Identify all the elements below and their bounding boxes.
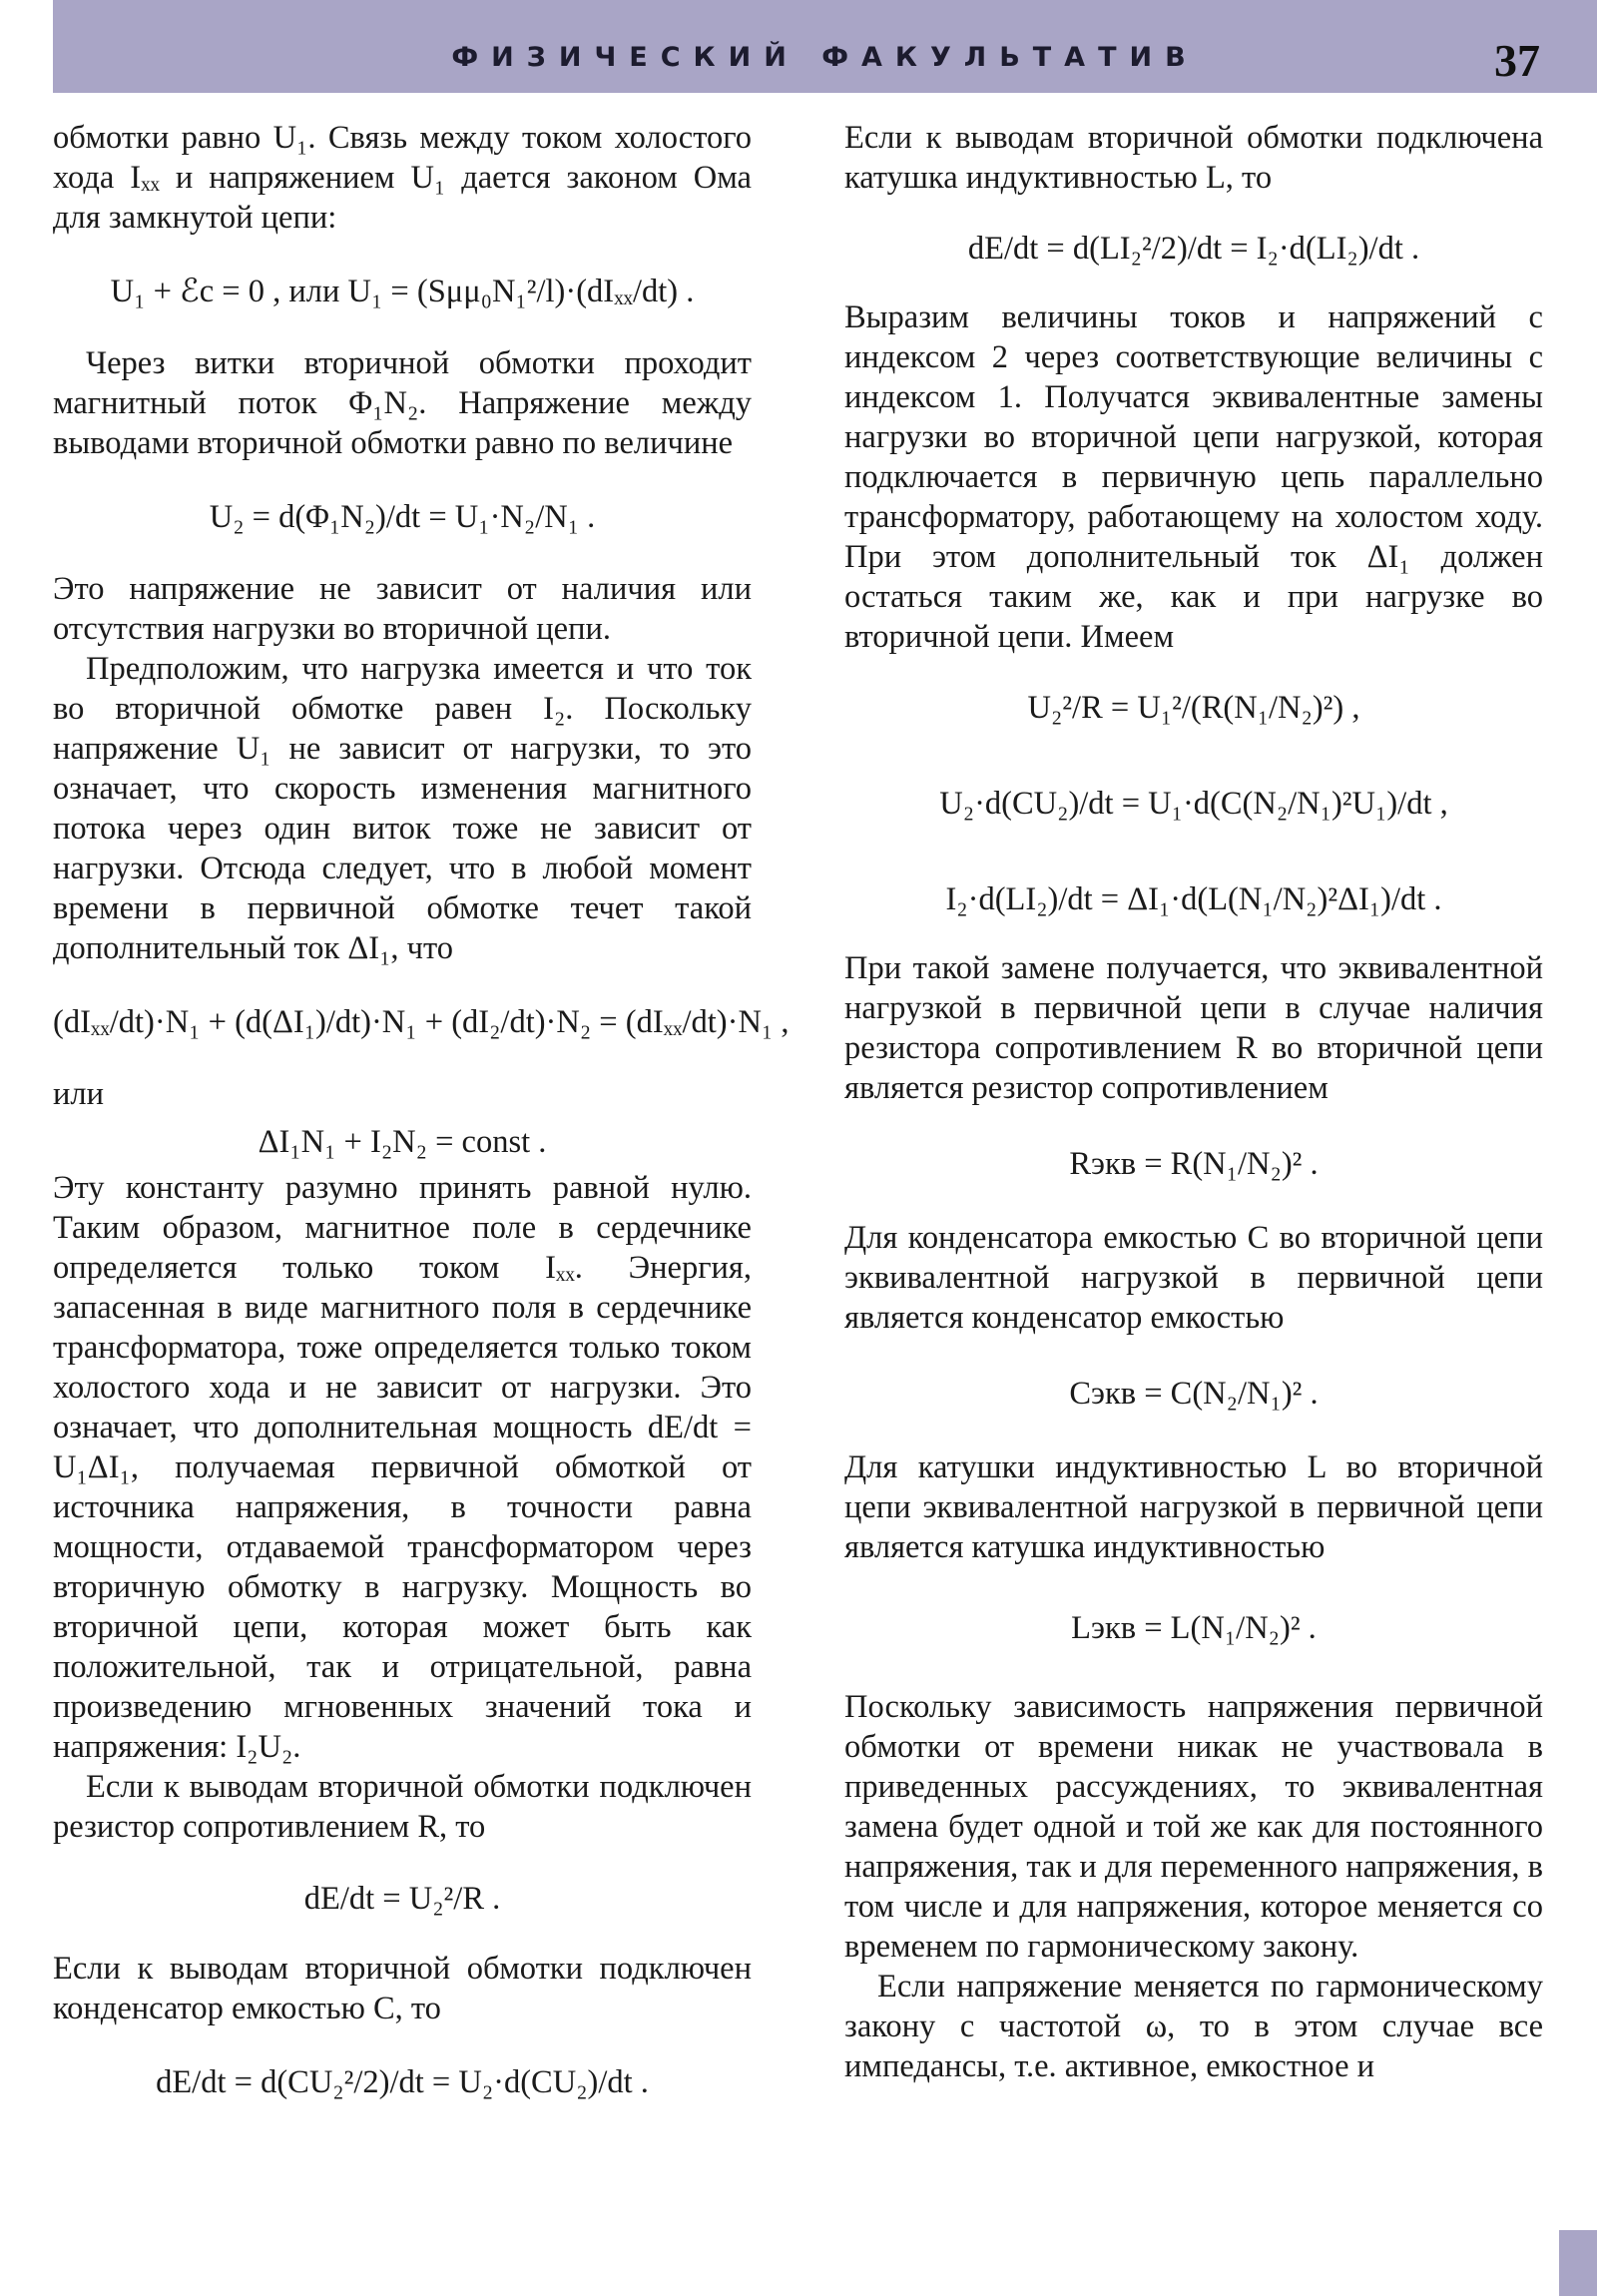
paragraph: Через витки вторичной обмотки проходит магнитный поток Φ₁N₂. Напряжение между выводами вторичной обмотки равно по величине [53,345,752,461]
paragraph: При такой замене получается, что эквивалентной нагрузкой в первичной цепи в случае наличия резистора сопротивлением R во вторичной цепи является резистор сопротивлением [844,950,1543,1106]
paragraph: или [53,1076,105,1112]
paragraph: Выразим величины токов и напряжений с индексом 2 через соответствующие величины с индексом 1. Получатся эквивалентные замены нагрузки во вторичной цепи нагрузкой, которая подключается в первичную цепь параллельно трансформатору, работающему на холостом ходу. При этом дополнительный ток ΔI₁ должен остаться таким же, как и при нагрузке во вторичной цепи. Имеем [844,299,1543,655]
paragraph: Если к выводам вторичной обмотки подключена катушка индуктивностью L, то [844,120,1543,196]
paragraph: Это напряжение не зависит от наличия или отсутствия нагрузки во вторичной цепи. [53,571,752,647]
equation: I₂·d(LI₂)/dt = ΔI₁·d(L(N₁/N₂)²ΔI₁)/dt . [945,881,1442,917]
equation: (dIₓₓ/dt)·N₁ + (d(ΔI₁)/dt)·N₁ + (dI₂/dt)·N₂ = (dIₓₓ/dt)·N₁ , [53,1004,790,1040]
equation: Lэкв = L(N₁/N₂)² . [1071,1610,1317,1646]
paragraph: Для катушки индуктивностью L во вторичной цепи эквивалентной нагрузкой в первичной цепи является катушка индуктивностью [844,1449,1543,1565]
paragraph: Для конденсатора емкостью C во вторичной цепи эквивалентной нагрузкой в первичной цепи является конденсатор емкостью [844,1220,1543,1336]
edge-tab [1559,2230,1597,2296]
equation: ΔI₁N₁ + I₂N₂ = const . [258,1124,547,1160]
paragraph: Если напряжение меняется по гармоническому закону с частотой ω, то в этом случае все импедансы, т.е. активное, емкостное и [844,1969,1543,2084]
left-column [53,118,790,2134]
page-number: 37 [1494,35,1540,86]
paragraph: обмотки равно U₁. Связь между током холостого хода Iₓₓ и напряжением U₁ дается законом Ома для замкнутой цепи: [53,120,752,236]
equation: Cэкв = C(N₂/N₁)² . [1069,1376,1319,1412]
equation: dE/dt = d(LI₂²/2)/dt = I₂·d(LI₂)/dt . [967,231,1420,267]
equation: U₁ + ℰc = 0 , или U₁ = (Sμμ₀N₁²/l)·(dIₓₓ/dt) . [110,274,695,309]
page-header [53,0,1597,93]
equation: U₂·d(CU₂)/dt = U₁·d(C(N₂/N₁)²U₁)/dt , [939,786,1448,822]
paragraph: Если к выводам вторичной обмотки подключен конденсатор емкостью C, то [53,1951,752,2026]
equation: dE/dt = U₂²/R . [303,1881,501,1917]
equation: Rэкв = R(N₁/N₂)² . [1069,1146,1319,1182]
equation: dE/dt = d(CU₂²/2)/dt = U₂·d(CU₂)/dt . [156,2064,649,2100]
paragraph: Предположим, что нагрузка имеется и что ток во вторичной обмотке равен I₂. Поскольку напряжение U₁ не зависит от нагрузки, то это означает, что скорость изменения магнитного потока через один виток тоже не зависит от нагрузки. Отсюда следует, что в любой момент времени в первичной обмотке течет такой дополнительный ток ΔI₁, что [53,651,752,966]
equation: U₂²/R = U₁²/(R(N₁/N₂)²) , [1027,690,1360,726]
paragraph: Эту константу разумно принять равной нулю. Таким образом, магнитное поле в сердечнике определяется только током Iₓₓ. Энергия, запасенная в виде магнитного поля в сердечнике трансформатора, тоже определяется только током холостого хода и не зависит от нагрузки. Это означает, что дополнительная мощность dE/dt = U₁ΔI₁, получаемая первичной обмоткой от источника напряжения, в точности равна мощности, отдаваемой трансформатором через вторичную обмотку в нагрузку. Мощность во вторичной цепи, которая может быть как положительной, так и отрицательной, равна произведению мгновенных значений тока и напряжения: I₂U₂. [53,1170,752,1765]
paragraph: Если к выводам вторичной обмотки подключен резистор сопротивлением R, то [53,1769,752,1845]
paragraph: Поскольку зависимость напряжения первичной обмотки от времени никак не участвовала в приведенных рассуждениях, то эквивалентная замена будет одной и той же как для постоянного напряжения, так и для переменного напряжения, в том числе и для напряжения, которое меняется со временем по гармоническому закону. [844,1689,1543,1965]
running-title: ФИЗИЧЕСКИЙ ФАКУЛЬТАТИВ [451,42,1199,73]
right-column [844,118,1543,2086]
equation: U₂ = d(Φ₁N₂)/dt = U₁·N₂/N₁ . [209,499,596,535]
